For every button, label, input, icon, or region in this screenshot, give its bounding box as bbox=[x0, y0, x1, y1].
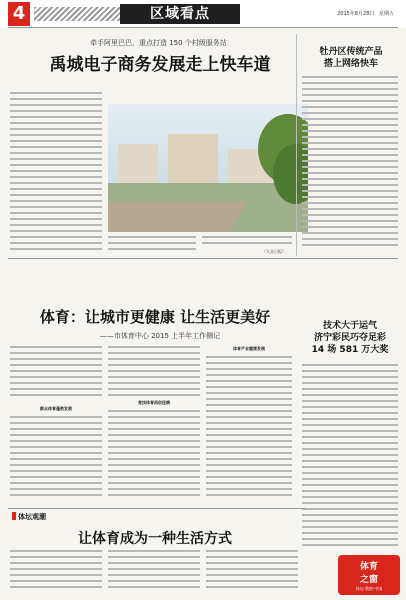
decorative-stripe bbox=[34, 7, 120, 21]
commentary-col1 bbox=[10, 550, 102, 596]
commentary-col2 bbox=[108, 550, 200, 596]
right-top-body bbox=[302, 76, 398, 254]
column-divider bbox=[296, 34, 297, 256]
right-bottom-body bbox=[302, 364, 398, 550]
page-header bbox=[0, 0, 406, 28]
second-subhead: ——市体育中心 2015 上半年工作侧记 bbox=[99, 332, 221, 340]
second-headline[interactable]: 体育：让城市更健康 让生活更美好 bbox=[39, 308, 271, 326]
issue-date bbox=[334, 10, 394, 17]
second-body-col2a bbox=[108, 346, 200, 400]
right-top-title-line1: 牡丹区传统产品 bbox=[319, 47, 383, 57]
right-top-title-line2: 搭上网络快车 bbox=[323, 59, 378, 69]
commentary-tag: 体坛观潮 bbox=[18, 513, 46, 521]
date-text: 2015年8月28日 bbox=[337, 11, 375, 17]
weekday-text: 星期五 bbox=[378, 11, 394, 17]
right-top-title[interactable] bbox=[304, 46, 398, 70]
lead-body-col1 bbox=[10, 92, 102, 256]
second-body-col1b bbox=[10, 416, 102, 500]
lead-body-col2 bbox=[108, 236, 196, 256]
header-rule bbox=[8, 27, 398, 28]
logo-line1: 体育 bbox=[359, 562, 378, 572]
section-title: 区域看点 bbox=[120, 4, 240, 24]
logo-line3: 体坛·我的·中国 bbox=[355, 586, 383, 591]
lead-kicker: 牵手阿里巴巴，重点打造 150 个村级服务站 bbox=[90, 39, 227, 47]
commentary-rule bbox=[8, 508, 306, 509]
right-bottom-title-line2: 济宁彩民巧夺足彩 bbox=[313, 333, 386, 343]
second-box2: 竞技体育再创佳绩 bbox=[138, 400, 170, 405]
lead-byline: （大众日报） bbox=[262, 249, 286, 254]
commentary-headline[interactable]: 让体育成为一种生活方式 bbox=[78, 531, 232, 547]
second-body-col2b bbox=[108, 410, 200, 500]
commentary-tag-marker bbox=[12, 512, 16, 520]
second-box1: 群众体育蓬勃发展 bbox=[40, 406, 72, 411]
lead-body-col3 bbox=[202, 236, 292, 250]
lead-photo bbox=[108, 104, 308, 232]
lead-headline[interactable]: 禹城电子商务发展走上快车道 bbox=[49, 55, 271, 75]
second-body-col1a bbox=[10, 346, 102, 402]
section-rule bbox=[8, 258, 398, 259]
page-number: 4 bbox=[8, 2, 30, 26]
right-bottom-title-line3: 14 场 581 万大奖 bbox=[311, 345, 389, 355]
sports-window-logo bbox=[338, 555, 400, 595]
second-body-col3 bbox=[206, 356, 292, 500]
commentary-col3 bbox=[206, 550, 298, 596]
logo-line2: 之窗 bbox=[359, 575, 378, 585]
right-bottom-title[interactable] bbox=[300, 320, 400, 356]
right-bottom-title-line1: 技术大于运气 bbox=[322, 321, 377, 331]
second-box3: 体育产业健康发展 bbox=[233, 346, 265, 351]
